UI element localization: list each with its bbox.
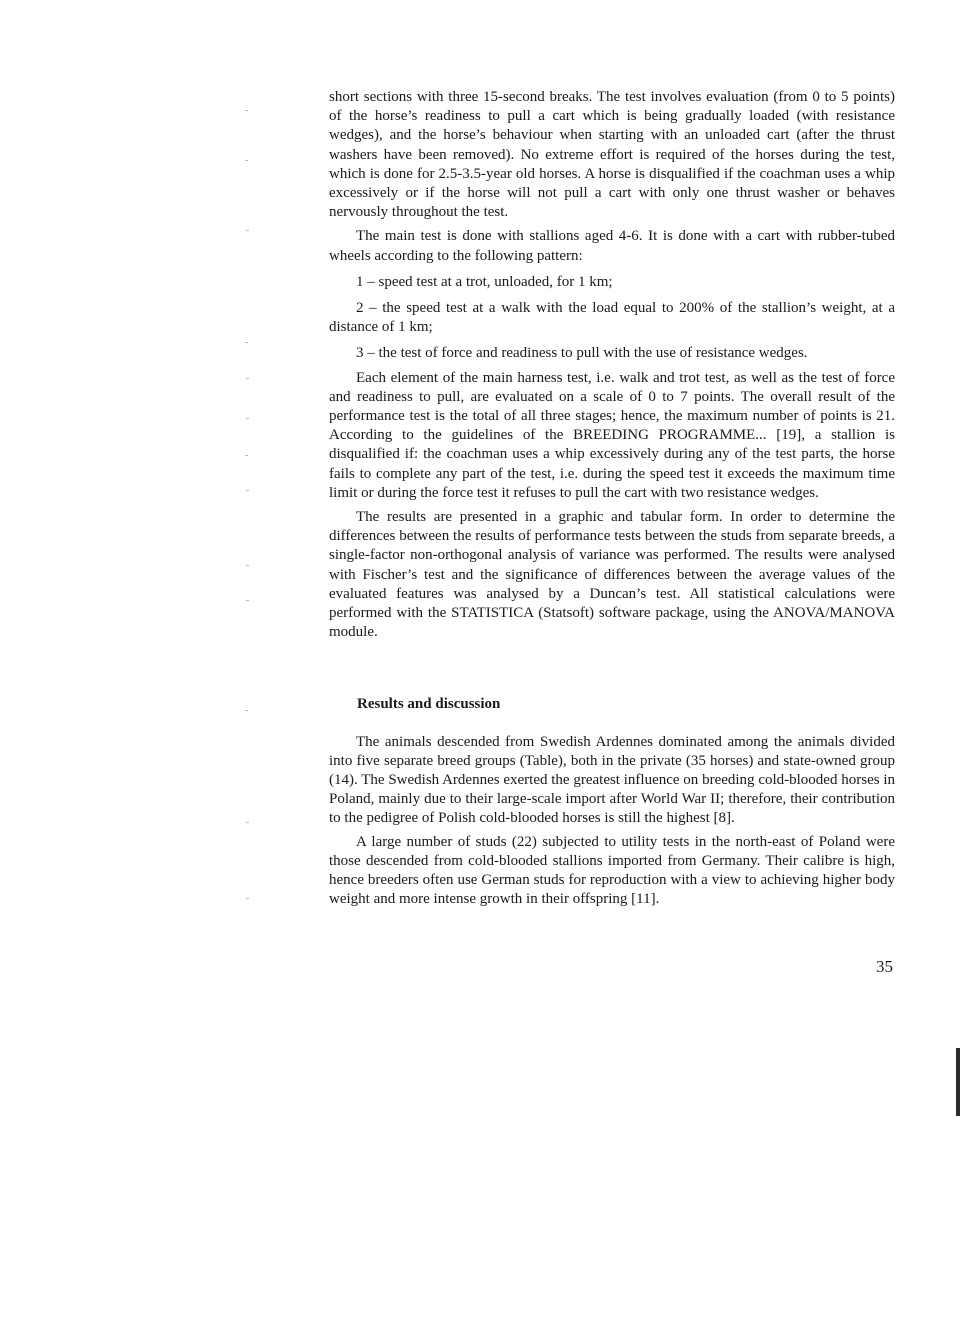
paragraph-statistics: The results are presented in a graphic and tabular form. In order to determine the differences between the results of performance tests between the studs from separate breeds, a single-factor non-orthogonal analysis of variance was performed. The results were analysed with Fischer’s test and the significance of differences between the average values of the evaluated features was analysed by a Duncan’s test. All statistical calculations were performed with the STATISTICA (Statsoft) software package, using the ANOVA/MANOVA module. [329, 509, 895, 641]
paragraph-main-test: The main test is done with stallions aged 4-6. It is done with a cart with rubber-tubed wheels according to the following pattern: [329, 228, 895, 264]
scan-mark [246, 418, 249, 419]
scan-mark [246, 490, 249, 491]
scan-mark [246, 600, 249, 601]
results-text [329, 733, 895, 909]
scan-mark [245, 160, 248, 161]
list-item-force-test: 3 – the test of force and readiness to pull with the use of resistance wedges. [356, 345, 808, 362]
scan-mark [245, 710, 248, 711]
scan-mark [246, 565, 249, 566]
scan-mark [246, 378, 249, 379]
scan-mark [245, 342, 248, 343]
scan-edge-bar [956, 1048, 960, 1116]
scan-mark [246, 898, 249, 899]
paragraph-german-studs: A large number of studs (22) subjected to utility tests in the north-east of Poland were those descended from cold-blooded stallions imported from Germany. Their calibre is high, hence breeders often use German studs for reproduction with a view to achieving higher body weight and more intense growth in their offspring [11]. [329, 834, 895, 907]
scan-mark [245, 455, 248, 456]
scan-mark [245, 110, 248, 111]
scan-mark [246, 230, 249, 231]
scan-mark [246, 822, 249, 823]
section-heading: Results and discussion [357, 696, 501, 712]
methods-text [329, 88, 895, 642]
list-item-speed-walk: 2 – the speed test at a walk with the load equal to 200% of the stallion’s weight, at a distance of 1 km; [329, 300, 895, 336]
paragraph-swedish-ardennes: The animals descended from Swedish Ardennes dominated among the animals divided into five separate breed groups (Table), both in the private (35 horses) and state-owned group (14). The Swedish Ardennes exerted the greatest influence on breeding cold-blooded horses in Poland, mainly due to their large-scale import after World War II; therefore, their contribution to the pedigree of Polish cold-blooded horses is still the highest [8]. [329, 734, 895, 826]
list-item-speed-trot: 1 – speed test at a trot, unloaded, for 1 km; [356, 273, 613, 290]
paragraph-scoring: Each element of the main harness test, i.e. walk and trot test, as well as the test of force and readiness to pull, are evaluated on a scale of 0 to 7 points. The overall result of the performance test is the total of all three stages; hence, the maximum number of points is 21. According to the guidelines of the BREEDING PROGRAMME... [19], a stallion is disqualified if: the coachman uses a whip excessively during any of the test parts, the horse fails to complete any part of the test, i.e. during the speed test it exceeds the maximum time limit or during the force test it refuses to pull the cart with two resistance wedges. [329, 369, 895, 501]
paragraph-test-evaluation: short sections with three 15-second breaks. The test involves evaluation (from 0 to 5 points) of the horse’s readiness to pull a cart which is being gradually loaded (with resistance wedges), and the horse’s behaviour when starting with an unloaded cart (after the thrust washers have been removed). No extreme effort is required of the horses during the test, which is done for 2.5-3.5-year old horses. A horse is disqualified if the coachman uses a whip excessively or if the horse will not pull a cart with only one thrust washer or behaves nervously throughout the test. [329, 89, 895, 221]
page-number: 35 [876, 957, 893, 976]
